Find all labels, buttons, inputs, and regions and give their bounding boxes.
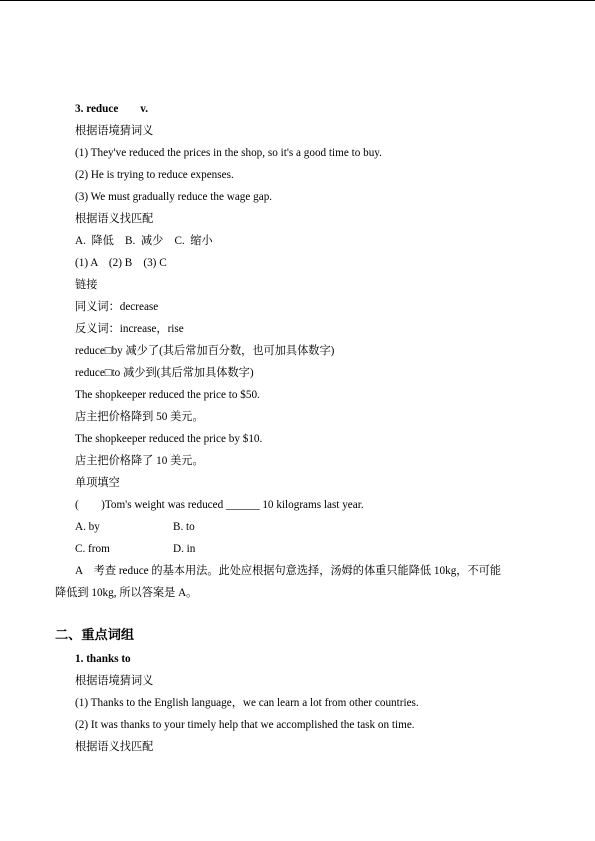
example-thanks-2: (2) It was thanks to your timely help that we accomplished the task on time.: [75, 719, 415, 731]
match-label: 根据语义找匹配: [75, 213, 154, 225]
guess-label-2: 根据语境猜词义: [75, 675, 154, 687]
word-title-reduce: [75, 102, 148, 116]
explanation-line-2: 降低到 10kg, 所以答案是 A。: [55, 587, 198, 599]
word-title: 3. reduce: [75, 103, 119, 115]
question: ( )Tom's weight was reduced ______ 10 kilograms last year.: [75, 499, 364, 511]
choice-row-2: [75, 542, 196, 556]
part-of-speech: v.: [140, 103, 149, 115]
example-3: (3) We must gradually reduce the wage gap.: [75, 191, 273, 203]
example-1: (1) They've reduced the prices in the shop, so it's a good time to buy.: [75, 147, 382, 159]
choice-c: C. from: [75, 543, 110, 555]
match-options: A. 降低 B. 减少 C. 缩小: [75, 235, 213, 247]
section-heading: 二、重点词组: [55, 627, 135, 642]
explanation-line-1: A 考查 reduce 的基本用法。此处应根据句意选择，汤姆的体重只能降低 10kg，不可能: [75, 565, 502, 577]
example-2: (2) He is trying to reduce expenses.: [75, 169, 234, 181]
choice-b: B. to: [173, 521, 195, 533]
phrase-reduce-by: reduce□by 减少了(其后常加百分数，也可加具体数字): [75, 345, 335, 357]
antonym: 反义词：increase，rise: [75, 323, 184, 335]
choice-a: A. by: [75, 521, 100, 533]
match-label-2: 根据语义找匹配: [75, 741, 154, 753]
sentence-2-zh: 店主把价格降了 10 美元。: [75, 455, 204, 467]
word-title-thanks-to: 1. thanks to: [75, 653, 131, 665]
sentence-1-en: The shopkeeper reduced the price to $50.: [75, 389, 260, 401]
synonym: 同义词：decrease: [75, 301, 159, 313]
fill-label: 单项填空: [75, 477, 120, 489]
example-thanks-1: (1) Thanks to the English language，we can learn a lot from other countries.: [75, 697, 419, 709]
phrase-reduce-to: reduce□to 减少到(其后常加具体数字): [75, 367, 254, 379]
link-label: 链接: [75, 279, 98, 291]
sentence-1-zh: 店主把价格降到 50 美元。: [75, 411, 204, 423]
choice-row-1: [75, 520, 195, 534]
sentence-2-en: The shopkeeper reduced the price by $10.: [75, 433, 263, 445]
choice-d: D. in: [173, 543, 196, 555]
guess-label: 根据语境猜词义: [75, 125, 154, 137]
match-answers: (1) A (2) B (3) C: [75, 257, 167, 269]
top-rule: [0, 0, 595, 1]
